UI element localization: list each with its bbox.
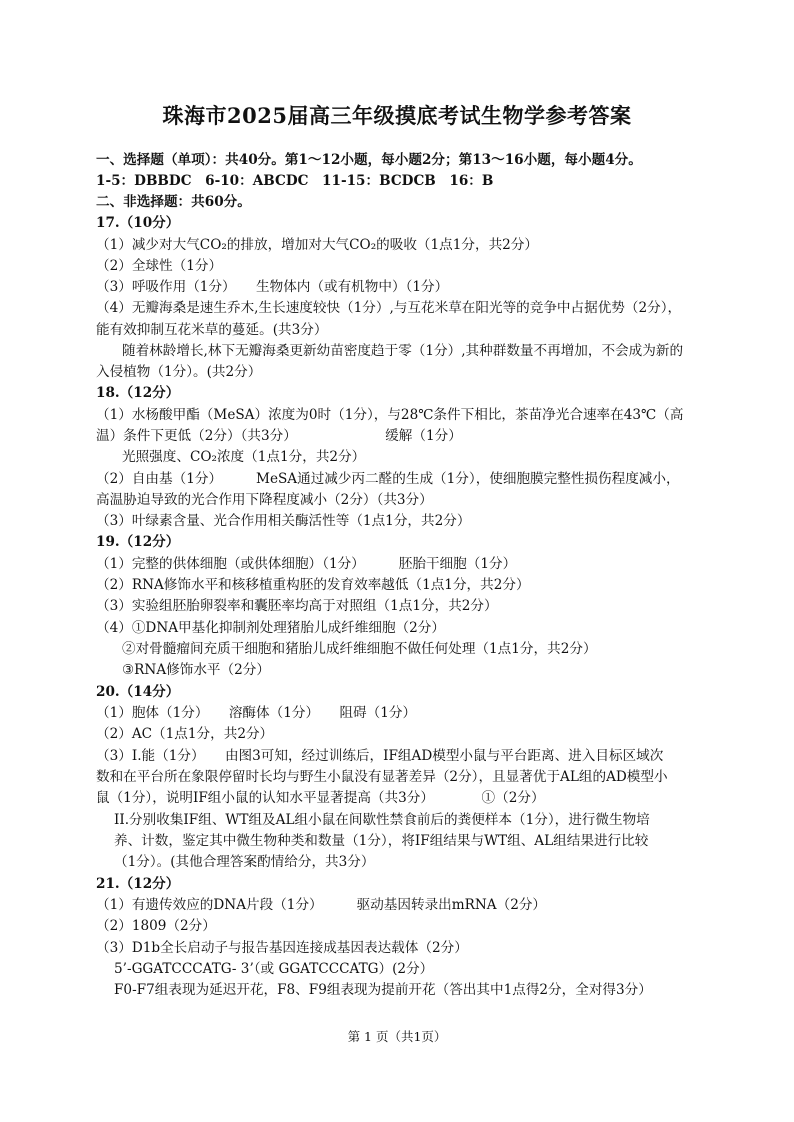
document-title: 珠海市2025届高三年级摸底考试生物学参考答案 xyxy=(162,103,632,128)
q20-answer-3-ii: II.分别收集IF组、WT组及AL组小鼠在间歇性禁食前后的粪便样本（1分），进行微生物培 xyxy=(114,812,650,828)
q20-heading: 20.（14分） xyxy=(96,684,180,700)
q21-answer-1: （1）有遗传效应的DNA片段（1分） 驱动基因转录出mRNA（2分） xyxy=(96,897,547,913)
q19-heading: 19.（12分） xyxy=(96,534,180,550)
q21-answer-2: （2）1809（2分） xyxy=(96,918,216,934)
q19-answer-3: （3）实验组胚胎卵裂率和囊胚率均高于对照组（1点1分，共2分） xyxy=(96,598,498,614)
q17-heading: 17.（10分） xyxy=(96,215,180,231)
q19-answer-4-3: ③RNA修饰水平（2分） xyxy=(122,662,270,678)
q18-answer-2: （2）自由基（1分） MeSA通过减少丙二醛的生成（1分），使细胞膜完整性损伤程度减小， xyxy=(96,471,680,487)
section-1-heading: 一、选择题（单项）：共40分。第1～12小题，每小题2分；第13～16小题，每小题4分。 xyxy=(96,152,642,168)
q18-heading: 18.（12分） xyxy=(96,385,180,401)
q18-answer-1: （1）水杨酸甲酯（MeSA）浓度为0时（1分），与28℃条件下相比，茶苗净光合速率在43℃（高 xyxy=(96,407,684,423)
page-footer: 第 1 页（共1页） xyxy=(347,1029,447,1044)
q20-answer-3: （3）I.能（1分） 由图3可知，经过训练后，IF组AD模型小鼠与平台距离、进入目标区域次 xyxy=(96,748,664,764)
q19-answer-4: （4）①DNA甲基化抑制剂处理猪胎儿成纤维细胞（2分） xyxy=(96,620,445,636)
q19-answer-1: （1）完整的供体细胞（或供体细胞）（1分） 胚胎干细胞（1分） xyxy=(96,556,517,572)
q17-answer-4b-cont: 入侵植物（1分）。(共2分） xyxy=(96,364,262,380)
q17-answer-4: （4）无瓣海桑是速生乔木,生长速度较快（1分）,与互花米草在阳光等的竞争中占据优势（2分）， xyxy=(96,300,682,316)
q18-answer-2-cont: 高温胁迫导致的光合作用下降程度减小（2分）（共3分） xyxy=(96,492,433,508)
q19-answer-2: （2）RNA修饰水平和核移植重构胚的发育效率越低（1点1分，共2分） xyxy=(96,577,530,593)
q20-answer-3-cont2: 鼠（1分），说明IF组小鼠的认知水平显著提高（共3分） ①（2分） xyxy=(96,790,545,806)
q20-answer-2: （2）AC（1点1分，共2分） xyxy=(96,726,274,742)
q19-answer-4-2: ②对骨髓瘤间充质干细胞和猪胎儿成纤维细胞不做任何处理（1点1分，共2分） xyxy=(122,641,597,657)
q21-heading: 21.（12分） xyxy=(96,876,180,892)
q17-answer-2: （2）全球性（1分） xyxy=(96,258,223,274)
q18-answer-1b: 光照强度、CO₂浓度（1点1分，共2分） xyxy=(122,449,366,465)
q17-answer-3: （3）呼吸作用（1分） 生物体内（或有机物中）（1分） xyxy=(96,279,449,295)
q21-answer-3b: 5’-GGATCCCATG- 3’（或 GGATCCCATG）(2分） xyxy=(114,961,434,977)
q18-answer-1-cont: 温）条件下更低（2分）（共3分） 缓解（1分） xyxy=(96,428,462,444)
q17-answer-4-cont: 能有效抑制互花米草的蔓延。(共3分） xyxy=(96,322,328,338)
q20-answer-3-ii-cont: 养、计数，鉴定其中微生物种类和数量（1分），将IF组结果与WT组、AL组结果进行比较 xyxy=(114,833,649,849)
q21-answer-3: （3）D1b全长启动子与报告基因连接成基因表达载体（2分） xyxy=(96,940,468,956)
q20-answer-3-ii-cont2: （1分）。(其他合理答案酌情给分，共3分） xyxy=(114,854,375,870)
q20-answer-3-cont: 数和在平台所在象限停留时长均与野生小鼠没有显著差异（2分），且显著优于AL组的AD模型小 xyxy=(96,769,668,785)
q20-answer-1: （1）胞体（1分） 溶酶体（1分） 阻碍（1分） xyxy=(96,705,417,721)
choice-answers: 1-5：DBBDC 6-10：ABCDC 11-15：BCDCB 16：B xyxy=(96,173,494,189)
q17-answer-4b: 随着林龄增长,林下无瓣海桑更新幼苗密度趋于零（1分）,其种群数量不再增加，不会成为新的 xyxy=(122,343,684,359)
q18-answer-3: （3）叶绿素含量、光合作用相关酶活性等（1点1分，共2分） xyxy=(96,513,471,529)
section-2-heading: 二、非选择题：共60分。 xyxy=(96,194,251,210)
q17-answer-1: （1）减少对大气CO₂的排放，增加对大气CO₂的吸收（1点1分，共2分） xyxy=(96,237,539,253)
q21-answer-3c: F0-F7组表现为延迟开花，F8、F9组表现为提前开花（答出其中1点得2分，全对得3分） xyxy=(114,982,652,998)
